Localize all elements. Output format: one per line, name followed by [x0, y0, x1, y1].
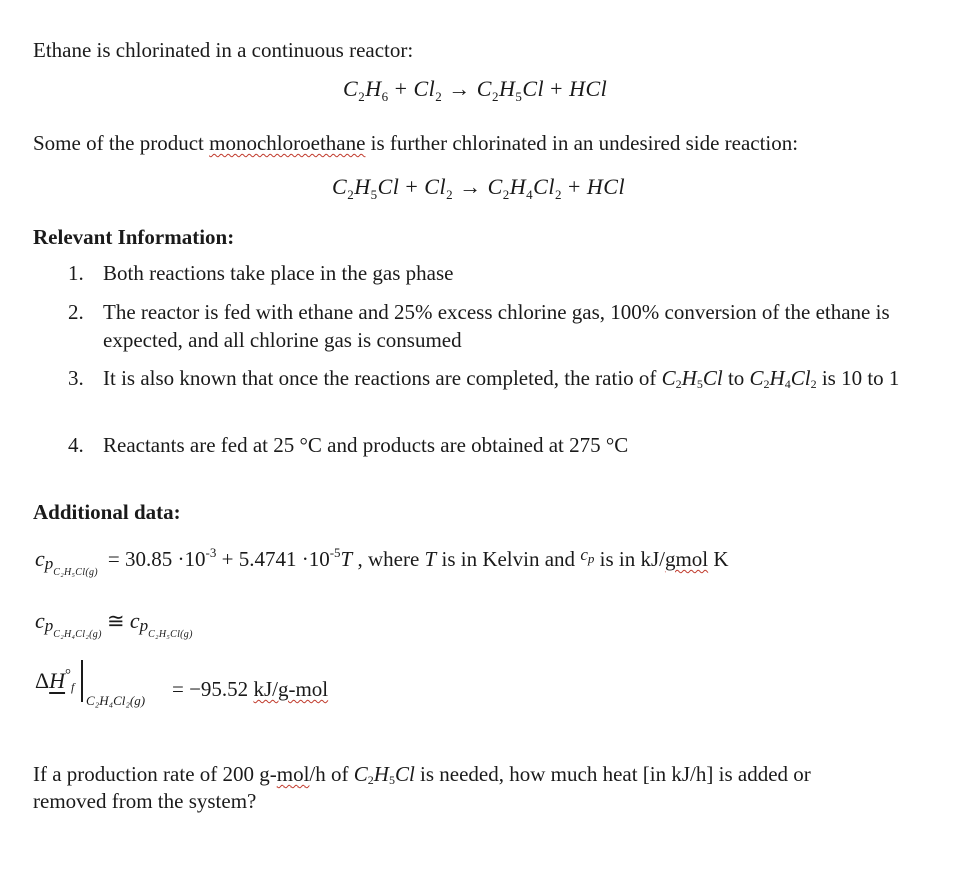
main-reaction-equation: $C_2H_6 + Cl_2 \to C_2H_5Cl$ + HCl — [343, 76, 608, 104]
list-item: Reactants are fed at 25 °C and products are obtained at 275 °C — [103, 433, 629, 457]
heat-capacity-equation: $cp_{C_2H_5Cl(g)}= 30.85 \cdot 10^{-3} + 5.4741 \cdot 10^{-5}T$ , where T is in Kelvin and $^c$p is in kJ/gmol K — [35, 545, 729, 578]
relevant-info-heading: Relevant Information: — [33, 225, 235, 249]
list-item: It is also known that once the reactions are completed, the ratio of $C_2H_5Cl$ to $C_2H_4Cl_2$ is 10 to 1 — [103, 366, 900, 391]
question-line-1: If a production rate of 200 g-mol/h of $C_2H_5Cl$ is needed, how much heat [in kJ/h] is added or — [33, 762, 811, 787]
list-item-number: 4. — [68, 433, 84, 457]
additional-data-heading: Additional data: — [33, 500, 181, 524]
intro-text: Ethane is chlorinated in a continuous reactor: — [33, 38, 414, 62]
side-reaction-equation: $C_2H_5Cl + Cl_2 \to C_2H_4Cl_2$ + HCl — [332, 174, 626, 202]
spellcheck-word-monochloroethane: monochloroethane — [209, 131, 366, 155]
heat-of-formation-species: C₂H₄Cl₂(g) — [86, 693, 146, 708]
list-item-number: 3. — [68, 366, 84, 390]
list-item-number: 1. — [68, 261, 84, 285]
side-reaction-text: Some of the product monochloroethane is further chlorinated in an undesired side reaction: — [33, 131, 799, 155]
evaluation-bar — [81, 660, 83, 702]
list-item: The reactor is fed with ethane and 25% excess chlorine gas, 100% conversion of the ethane is expected, and all chlorine gas is consumed — [103, 300, 890, 352]
spellcheck-word-gmol: gmol — [664, 547, 709, 571]
spellcheck-word-kj-g-mol: kJ/g-mol — [253, 677, 329, 701]
heat-capacity-approximation: $cp_{C_2H_4Cl_2(g)}$ ≅ $cp_{C_2H_5Cl(g)}$ — [35, 608, 193, 640]
spellcheck-word-mol: mol — [276, 762, 310, 786]
list-item: Both reactions take place in the gas phase — [103, 261, 454, 285]
heat-of-formation-value: = −95.52 kJ/g-mol — [172, 677, 329, 701]
question-line-2: removed from the system? — [33, 789, 257, 813]
list-item-number: 2. — [68, 300, 84, 324]
heat-of-formation-symbol: $\Delta H^\circ_f$ — [35, 667, 75, 694]
